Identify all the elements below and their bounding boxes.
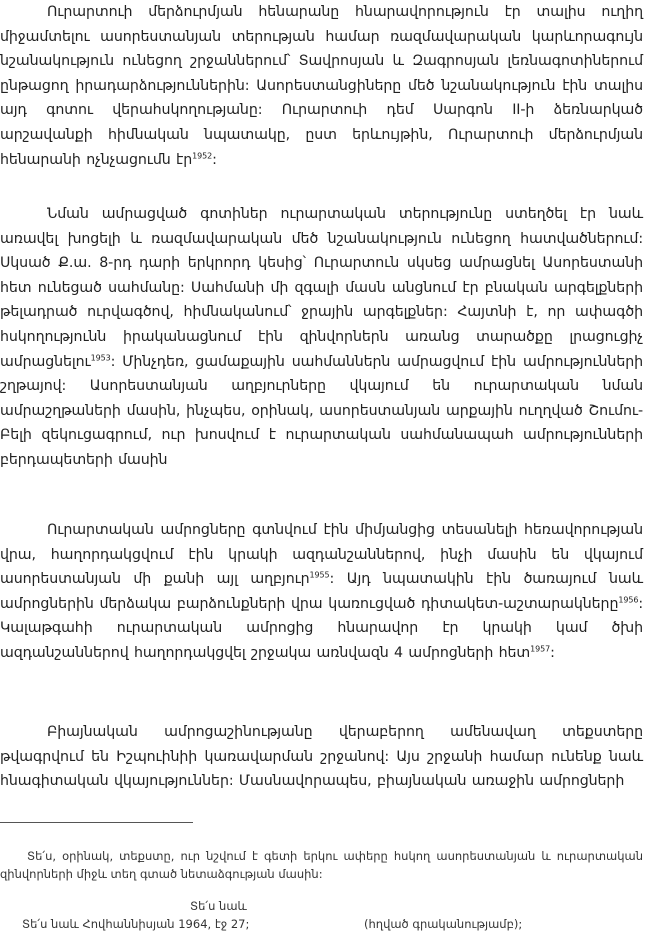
- paragraph-4-text: Բիայնական ամրոցաշինությանը վերաբերող ամենավաղ տեքստերը թվագրվում են Իշպուինիի կառավարման շրջանով: Այս շրջանի համար ունենք նաև հնագիտական վկայություններ: Մասնավորապես, բիայնական առաջին ամրոցների: [0, 724, 643, 790]
- footnote-ref-1957[interactable]: 1957: [530, 644, 551, 654]
- paragraph-4: [0, 720, 643, 794]
- paragraph-1-end: :: [212, 151, 217, 168]
- footnote-3: Տե՛ս նաև Հովհաննիսյան 1964, էջ 27;: [22, 917, 250, 931]
- paragraph-3-end: :: [550, 644, 555, 661]
- paragraph-1-text: Ուրարտուի մերձուրմյան հենարանը հնարավորություն էր տալիս ուղիղ միջամտելու ասորեստանյան տերության համար ռազմավարական կարևորագույն նշանակություն ունեցող շրջաններում՝ Տավրոսյան և Զագրոսյան լեռնագոտիներում ընթացող իրադարձություններին: Ասորեստանցիները մեծ նշանակություն էին տալիս այդ գոտու վերահսկողությանը: Ուրարտուի դեմ Սարգոն II-ի ձեռնարկած արշավանքի հիմնական նպատակը, ըստ երևույթին, Ուրարտուի մերձուրմյան հենարանի ոչնչացումն էր: [0, 4, 643, 168]
- paragraph-1: [0, 0, 643, 172]
- footnote-separator: [0, 822, 193, 823]
- paragraph-3-text: Ուրարտական ամրոցները գտնվում էին միմյանցից տեսանելի հեռավորության վրա, հաղորդակցվում էին կրակի ազդանշաններով, ինչի մասին են վկայում ասորեստանյան մի քանի այլ աղբյուր: [0, 522, 643, 588]
- footnote-ref-1952[interactable]: 1952: [192, 150, 213, 160]
- footnote-3-tail: (hղված գրականությամբ);: [364, 917, 523, 931]
- footnote-ref-1956[interactable]: 1956: [618, 595, 639, 605]
- paragraph-3-middle-2: : Կալաթգահի ուրարտական ամրոցից հնարավոր էր կրակի կամ ծխի ազդանշաններով հաղորդակցվել շրջակա առնվազն 4 ամրոցների հետ: [0, 595, 643, 661]
- paragraph-3: [0, 518, 643, 666]
- paragraph-2-end: : Մինչդեռ, ցամաքային սահմաններն ամրացվում էին ամրությունների շղթայով: Ասորեստանյան աղբյուրները վկայում են ուրարտական նման ամրաշղթաների մասին, ինչպես, օրինակ, ասորեստանյան արքային ուղղված Շումու-Բելի զեկուցագրում, ուր խոսվում է ուրարտական սահմանապահ ամրությունների բերդապետերի մասին: [0, 353, 643, 468]
- footnote-ref-1955[interactable]: 1955: [309, 570, 330, 580]
- paragraph-2-text: Նման ամրացված գոտիներ ուրարտական տերությունը ստեղծել էր նաև առավել խոցելի և ռազմավարական մեծ նշանակություն ունեցող հատվածներում: Սկսած Ք.ա. 8-րդ դարի երկրորդ կեսից՝ Ուրարտուն սկսեց ամրացնել Ասորեստանի հետ ունեցած սահմանը: Սահմանի մի զգալի մասն անցնում էր բնական արգելքների թելադրած ուրվագծով, հիմնականում՝ ջրային արգելքներ: Հայտնի է, որ ափագծի հսկողությունն իրականացնում էին զինվորներն առանց տարածքը լրացուցիչ ամրացնելու: [0, 206, 643, 370]
- footnote-1: Տե՛ս, օրինակ, տեքստը, ուր նշվում է գետի երկու ափերը հսկող ասորեստանյան և ուրարտական զինվորների միջև տեղ գտած նետաձգության մասին:: [0, 849, 643, 881]
- paragraph-2: [0, 202, 643, 473]
- footnote-ref-1953[interactable]: 1953: [90, 352, 111, 362]
- footnote-2: Տե՛ս նաև: [190, 899, 247, 913]
- paragraph-3-middle: : Այդ նպատակին էին ծառայում նաև ամրոցներին մերձակա բարձունքների վրա կառուցված դիտակետ-աշտարակները: [0, 571, 643, 612]
